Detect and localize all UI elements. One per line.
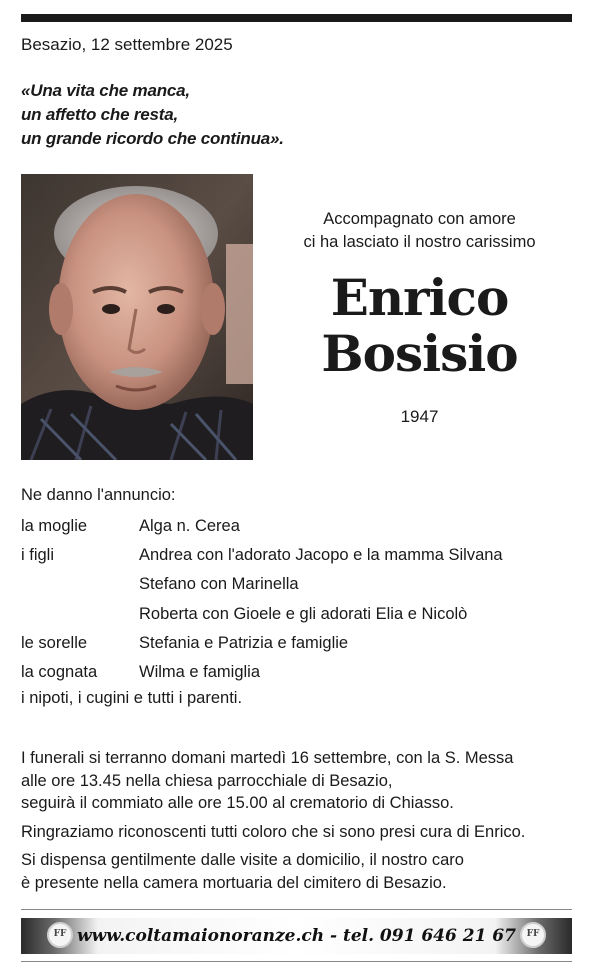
funeral-paragraph: [21, 747, 581, 815]
quote-line-3: un grande ricordo che continua».: [21, 129, 284, 148]
thanks-line: Ringraziamo riconoscenti tutti coloro che si sono presi cura di Enrico.: [21, 822, 526, 841]
funeral-line: alle ore 13.45 nella chiesa parrocchiale di Besazio,: [21, 771, 393, 790]
relative-row: [21, 512, 503, 541]
funeral-line: seguirà il commiato alle ore 15.00 al crematorio di Chiasso.: [21, 794, 454, 812]
thanks-paragraph: [21, 821, 581, 844]
funeral-home-logo-right: [520, 922, 546, 948]
intro-line-2: ci ha lasciato il nostro carissimo: [303, 233, 536, 251]
first-name: Enrico: [330, 268, 509, 327]
footer-contact[interactable]: www.coltamaionoranze.ch - tel. 091 646 21 67: [77, 926, 516, 946]
funeral-details: [21, 747, 581, 900]
last-name: Bosisio: [321, 324, 518, 383]
relative-names: Stefano con Marinella: [139, 575, 299, 594]
relative-row: [21, 600, 503, 629]
relative-label: la cognata: [21, 663, 98, 682]
relatives-list: [21, 512, 503, 687]
visits-line: è presente nella camera mortuaria del cimitero di Besazio.: [21, 873, 447, 892]
quote-line-1: «Una vita che manca,: [21, 81, 190, 100]
visits-paragraph: [21, 849, 581, 894]
visits-line: Si dispensa gentilmente dalle visite a domicilio, il nostro caro: [21, 851, 464, 869]
funeral-home-footer: [21, 918, 572, 954]
relative-names: Alga n. Cerea: [139, 517, 240, 536]
relative-row: [21, 570, 503, 599]
top-rule: [21, 14, 572, 22]
logo-monogram: FF: [53, 929, 67, 939]
logo-monogram: FF: [526, 929, 540, 939]
footer-rule-bottom: [21, 961, 572, 962]
relative-label: i figli: [21, 546, 55, 565]
relative-names: Wilma e famiglia: [139, 663, 261, 682]
relative-names: Stefania e Patrizia e famiglie: [139, 633, 349, 652]
deceased-name: [292, 270, 547, 382]
funeral-line: I funerali si terranno domani martedì 16 settembre, con la S. Messa: [21, 749, 514, 767]
intro-text: [292, 208, 547, 254]
birth-year: 1947: [400, 407, 439, 426]
relative-row: [21, 658, 503, 687]
portrait-photo: [21, 174, 253, 460]
quote-line-2: un affetto che resta,: [21, 105, 179, 124]
intro-line-1: Accompagnato con amore: [323, 210, 516, 228]
relative-row: [21, 629, 503, 658]
announcement-heading: Ne danno l'annuncio:: [21, 486, 176, 504]
relative-label: la moglie: [21, 517, 88, 536]
footer-rule-top: [21, 909, 572, 910]
dateline: Besazio, 12 settembre 2025: [21, 35, 233, 54]
other-relatives: i nipoti, i cugini e tutti i parenti.: [21, 689, 243, 707]
relative-label: le sorelle: [21, 633, 88, 652]
relative-names: Roberta con Gioele e gli adorati Elia e Nicolò: [139, 604, 468, 623]
relative-row: [21, 541, 503, 570]
epigraph-quote: [21, 79, 284, 151]
relative-names: Andrea con l'adorato Jacopo e la mamma Silvana: [139, 546, 503, 565]
